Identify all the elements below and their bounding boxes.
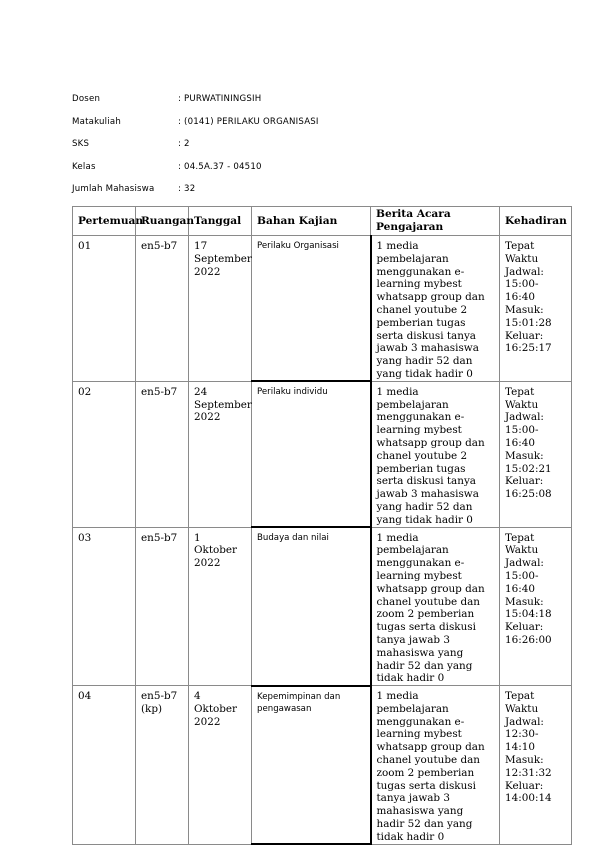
cell-pertemuan: 01 <box>73 236 136 382</box>
table-row <box>73 527 572 686</box>
kehadiran-status: Tepat Waktu <box>505 385 539 411</box>
info-label: Matakuliah <box>72 116 121 127</box>
kehadiran-keluar: 16:26:00 <box>505 633 552 646</box>
cell-ruangan: en5-b7 <box>136 527 189 686</box>
kehadiran-jadwal-label: Jadwal: <box>505 557 544 570</box>
cell-bahan-kajian: Budaya dan nilai <box>252 527 371 686</box>
info-value: : (0141) PERILAKU ORGANISASI <box>178 116 319 127</box>
kehadiran-masuk: 15:02:21 <box>505 462 552 475</box>
course-info <box>72 94 542 207</box>
cell-kehadiran <box>500 381 572 527</box>
info-kelas <box>72 162 542 185</box>
column-header-berita-acara: Berita Acara Pengajaran <box>371 207 500 236</box>
info-matakuliah <box>72 117 542 140</box>
kehadiran-status: Tepat Waktu <box>505 240 539 265</box>
cell-berita-acara: 1 media pembelajaran menggunakan e-learning mybest whatsapp group dan chanel youtube 2 pemberian tugas serta diskusi tanya jawab 3 mahasiswa yang hadir 52 dan yang tidak hadir 0 <box>371 381 500 527</box>
cell-bahan-kajian: Perilaku individu <box>252 381 371 527</box>
column-header-kehadiran: Kehadiran <box>500 207 572 236</box>
kehadiran-masuk-label: Masuk: <box>505 754 544 767</box>
cell-bahan-kajian: Perilaku Organisasi <box>252 236 371 382</box>
kehadiran-status: Tepat Waktu <box>505 690 539 715</box>
cell-pertemuan: 03 <box>73 527 136 686</box>
cell-kehadiran <box>500 236 572 382</box>
table-row <box>73 236 572 382</box>
attendance-table <box>72 206 572 845</box>
column-header-tanggal: Tanggal <box>189 207 252 236</box>
kehadiran-jadwal: 15:00-16:40 <box>505 569 539 595</box>
cell-berita-acara: 1 media pembelajaran menggunakan e-learning mybest whatsapp group dan chanel youtube dan zoom 2 pemberian tugas serta diskusi tanya jawab 3 mahasiswa yang hadir 52 dan yang tidak hadir 0 <box>371 527 500 686</box>
kehadiran-masuk: 15:04:18 <box>505 608 552 621</box>
kehadiran-masuk-label: Masuk: <box>505 449 544 462</box>
kehadiran-masuk: 15:01:28 <box>505 316 552 329</box>
info-sks <box>72 139 542 162</box>
cell-bahan-kajian: Kepemimpinan dan pengawasan <box>252 686 371 845</box>
kehadiran-jadwal-label: Jadwal: <box>505 715 544 728</box>
info-label: Kelas <box>72 161 96 172</box>
kehadiran-keluar-label: Keluar: <box>505 779 544 792</box>
table-row <box>73 686 572 845</box>
kehadiran-masuk: 12:31:32 <box>505 766 552 779</box>
info-label: Jumlah Mahasiswa <box>72 184 155 194</box>
info-value: : 04.5A.37 - 04510 <box>178 161 262 172</box>
cell-pertemuan: 04 <box>73 686 136 845</box>
column-header-bahan-kajian: Bahan Kajian <box>252 207 371 236</box>
kehadiran-jadwal-label: Jadwal: <box>505 411 544 424</box>
kehadiran-jadwal: 12:30-14:10 <box>505 728 539 754</box>
cell-pertemuan: 02 <box>73 381 136 527</box>
cell-kehadiran <box>500 686 572 845</box>
column-header-pertemuan: Pertemuan <box>73 207 136 236</box>
table-header-row <box>73 207 572 236</box>
info-label: SKS <box>72 139 90 149</box>
kehadiran-keluar: 14:00:14 <box>505 792 552 805</box>
kehadiran-keluar-label: Keluar: <box>505 475 544 488</box>
cell-ruangan: en5-b7 (kp) <box>136 686 189 845</box>
kehadiran-jadwal: 15:00-16:40 <box>505 278 539 304</box>
cell-berita-acara: 1 media pembelajaran menggunakan e-learning mybest whatsapp group dan chanel youtube dan zoom 2 pemberian tugas serta diskusi tanya jawab 3 mahasiswa yang hadir 52 dan yang tidak hadir 0 <box>371 686 500 845</box>
info-value: : PURWATININGSIH <box>178 94 262 104</box>
kehadiran-masuk-label: Masuk: <box>505 303 544 316</box>
info-value: : 32 <box>178 184 196 194</box>
cell-tanggal: 4 Oktober 2022 <box>189 686 252 845</box>
kehadiran-status: Tepat Waktu <box>505 531 539 557</box>
kehadiran-jadwal: 15:00-16:40 <box>505 424 539 449</box>
cell-berita-acara: 1 media pembelajaran menggunakan e-learning mybest whatsapp group dan chanel youtube 2 pemberian tugas serta diskusi tanya jawab 3 mahasiswa yang hadir 52 dan yang tidak hadir 0 <box>371 236 500 382</box>
cell-ruangan: en5-b7 <box>136 381 189 527</box>
kehadiran-keluar: 16:25:17 <box>505 342 552 355</box>
cell-tanggal: 1 Oktober 2022 <box>189 527 252 686</box>
info-value: : 2 <box>178 139 190 149</box>
cell-tanggal: 24 September 2022 <box>189 381 252 527</box>
column-header-ruangan: Ruangan <box>136 207 189 236</box>
kehadiran-keluar-label: Keluar: <box>505 329 544 342</box>
table-row <box>73 381 572 527</box>
cell-kehadiran <box>500 527 572 686</box>
info-jumlah <box>72 184 542 207</box>
kehadiran-keluar-label: Keluar: <box>505 621 544 634</box>
info-dosen <box>72 94 542 117</box>
info-label: Dosen <box>72 94 101 104</box>
kehadiran-masuk-label: Masuk: <box>505 595 544 608</box>
kehadiran-jadwal-label: Jadwal: <box>505 265 544 278</box>
cell-tanggal: 17 September 2022 <box>189 236 252 382</box>
kehadiran-keluar: 16:25:08 <box>505 488 552 501</box>
cell-ruangan: en5-b7 <box>136 236 189 382</box>
